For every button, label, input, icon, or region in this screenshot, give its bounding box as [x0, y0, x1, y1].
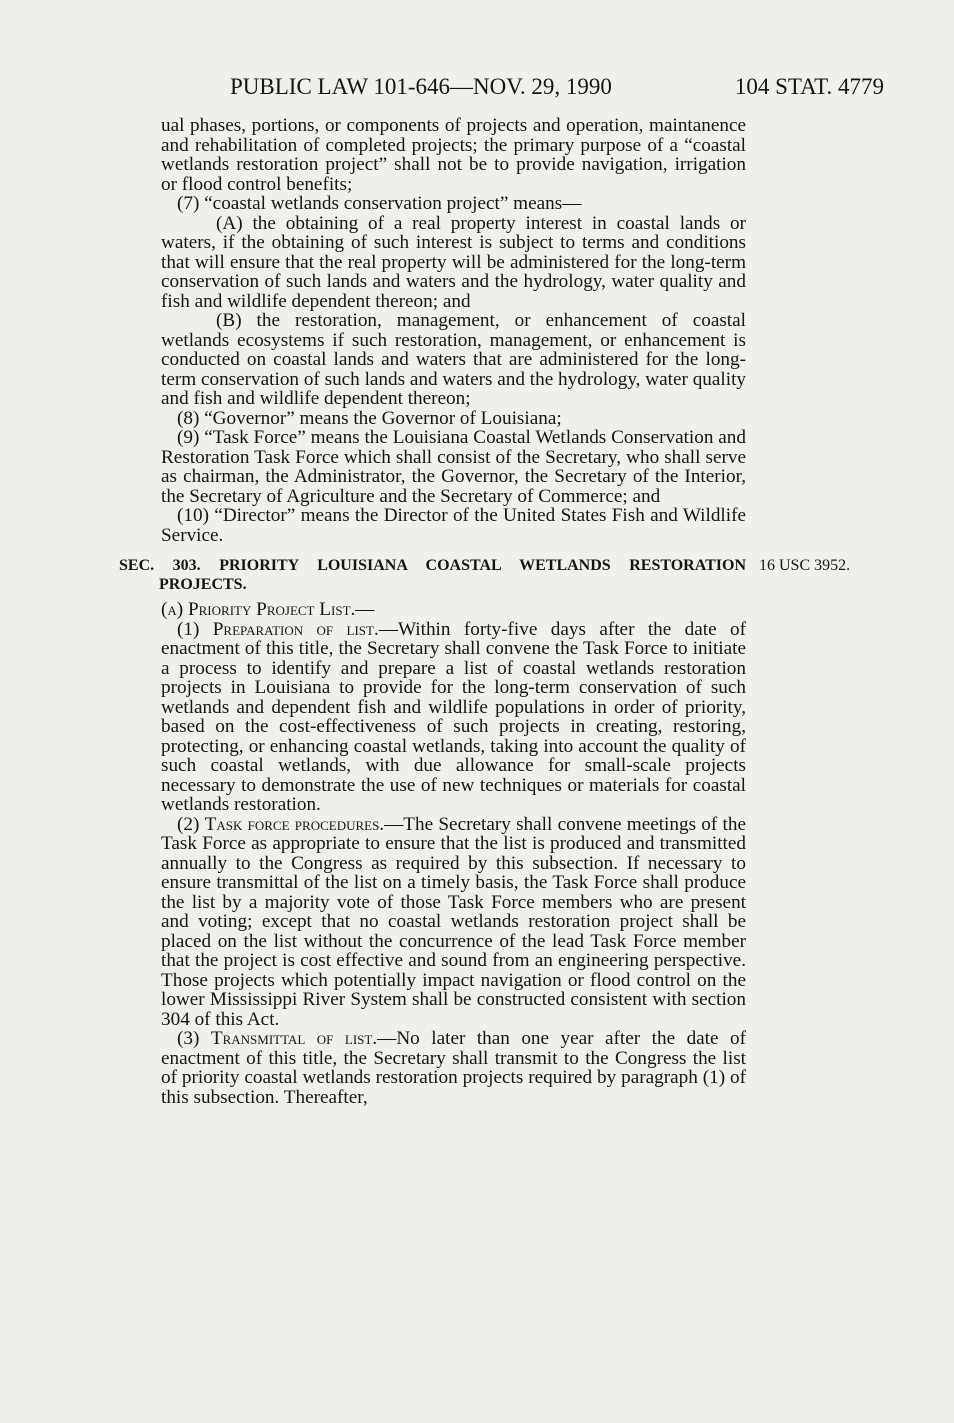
- header-stat-page: 104 STAT. 4779: [734, 74, 884, 99]
- definition-10: (10) “Director” means the Director of the United States Fish and Wildlife Service.: [161, 505, 746, 546]
- section-title: SEC. 303. PRIORITY LOUISIANA COASTAL WETLANDS RESTORATION: [119, 557, 746, 574]
- subsection-a-heading: (a) Priority Project List.—: [161, 599, 375, 620]
- paragraph-a3: (3) Transmittal of list.—No later than one year after the date of enactment of this title, the Secretary shall transmit to the Congress the list of priority coastal wetlands restoration projects required by paragraph (1) of this subsection. Thereafter,: [161, 1028, 746, 1108]
- section-heading: [119, 556, 851, 594]
- usc-margin-note: 16 USC 3952.: [759, 557, 851, 574]
- definition-7: (7) “coastal wetlands conservation project” means—: [177, 193, 582, 214]
- paragraph-a3-title: Transmittal of list.: [210, 1028, 378, 1049]
- paragraph-a2-title: Task force procedures.: [204, 813, 385, 835]
- definition-7b: (B) the restoration, management, or enhancement of coastal wetlands ecosystems if such restoration, management, or enhancement is conducted on coastal lands and waters that are administered for the long-term conservation of such lands and waters and the hydrology, water quality and fish and wildlife dependent thereon;: [161, 310, 746, 409]
- section-title-continued: PROJECTS.: [159, 576, 247, 593]
- definition-8: (8) “Governor” means the Governor of Louisiana;: [177, 407, 562, 429]
- definition-9: (9) “Task Force” means the Louisiana Coastal Wetlands Conservation and Restoration Task Force which shall consist of the Secretary, who shall serve as chairman, the Administrator, the Governor, the Secretary of the Interior, the Secretary of Agriculture and the Secretary of Commerce; and: [161, 427, 746, 507]
- definition-7a: (A) the obtaining of a real property interest in coastal lands or waters, if the obtaining of such interest is subject to terms and conditions that will ensure that the real property will be administered for the long-term conservation of such lands and waters and the hydrology, water quality and fish and wildlife dependent thereon; and: [161, 212, 746, 312]
- paragraph-continuation: ual phases, portions, or components of projects and operation, maintanence and rehabilitation of completed projects; the primary purpose of a “coastal wetlands restoration project” shall not be to provide navigation, irrigation or flood control benefits;: [161, 115, 746, 195]
- paragraph-a1-title: Preparation of list.: [212, 618, 379, 640]
- header-title: PUBLIC LAW 101-646—NOV. 29, 1990: [230, 74, 612, 99]
- paragraph-a1: (1) Preparation of list.—Within forty-five days after the date of enactment of this title, the Secretary shall convene the Task Force to initiate a process to identify and prepare a list of coastal wetlands restoration projects in Louisiana to provide for the long-term conservation of such wetlands and dependent fish and wildlife populations in order of priority, based on the cost-effectiveness of such projects in creating, restoring, protecting, or enhancing coastal wetlands, taking into account the quality of such coastal wetlands, with due allowance for small-scale projects necessary to demonstrate the use of new techniques or materials for coastal wetlands restoration.: [161, 618, 746, 815]
- page-body: [119, 115, 851, 1108]
- paragraph-a2: (2) Task force procedures.—The Secretary shall convene meetings of the Task Force as appropriate to ensure that the list is produced and transmitted annually to the Congress as required by this subsection. If necessary to ensure transmittal of the list on a timely basis, the Task Force shall produce the list by a majority vote of those Task Force members who are present and voting; except that no coastal wetlands restoration project shall be placed on the list without the concurrence of the lead Task Force member that the project is cost effective and sound from an engineering perspective. Those projects which potentially impact navigation or flood control on the lower Mississippi River System shall be constructed consistent with section 304 of this Act.: [161, 813, 746, 1030]
- page-header: [200, 74, 890, 104]
